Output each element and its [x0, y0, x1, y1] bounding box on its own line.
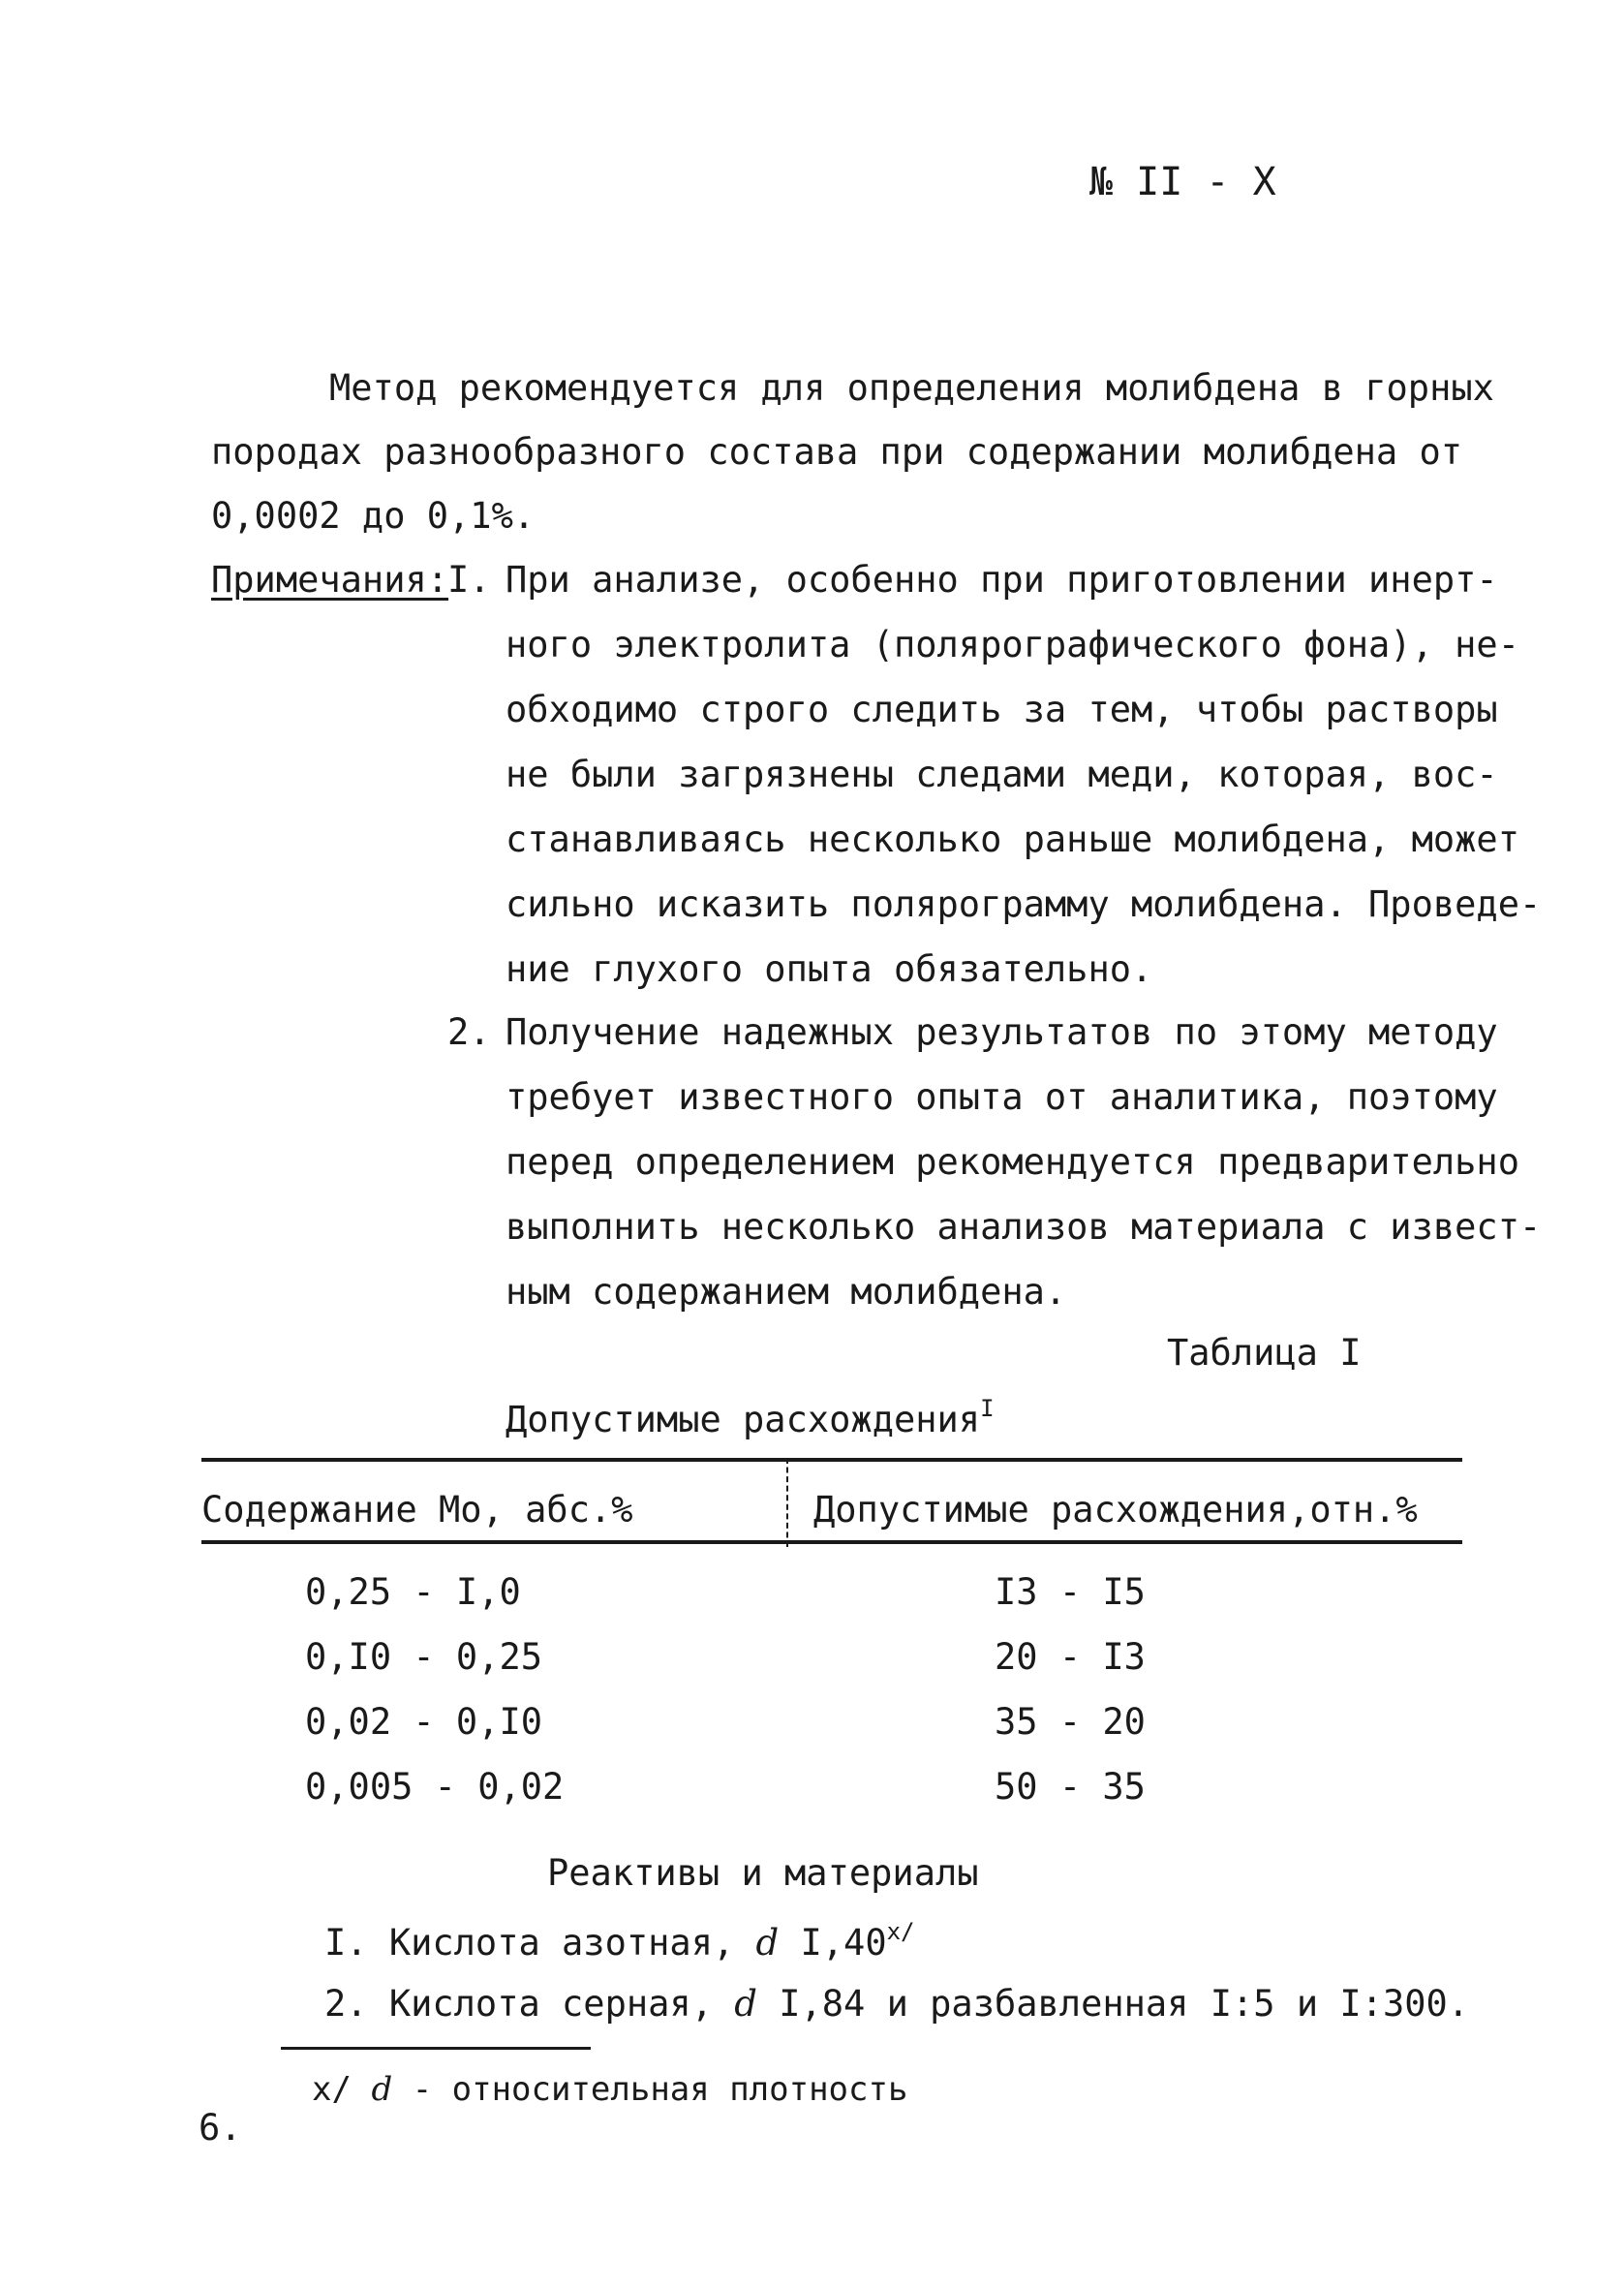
notes-label: Примечания: — [211, 559, 449, 601]
note-1-line-5: станавливаясь несколько раньше молибдена, может — [506, 819, 1519, 860]
table-row-2-tolerance: 20 - I3 — [995, 1636, 1146, 1678]
density-symbol: d — [755, 1922, 780, 1964]
note-2-line-1: Получение надежных результатов по этому методу — [506, 1011, 1498, 1053]
note-1-line-4: не были загрязнены следами меди, которая, вос- — [506, 754, 1498, 795]
table-row-2-content: 0,I0 - 0,25 — [305, 1636, 543, 1678]
reagent-item-1: I. Кислота азотная, d $I,40^{x/}$ — [324, 1918, 915, 1964]
note-1-line-6: сильно исказить полярограмму молибдена. Проведе- — [506, 883, 1542, 925]
footnote-rule — [281, 2047, 591, 2050]
table-row-1-content: 0,25 - I,0 — [305, 1571, 521, 1613]
note-2-line-4: выполнить несколько анализов материала с извест- — [506, 1206, 1542, 1248]
table-row-4-content: 0,005 - 0,02 — [305, 1766, 565, 1808]
note-1-line-2: ного электролита (полярографического фона), не- — [506, 624, 1519, 665]
note-1-line-3: обходимо строго следить за тем, чтобы растворы — [506, 689, 1498, 730]
note-2-line-3: перед определением рекомендуется предварительно — [506, 1141, 1519, 1183]
note-1-number: I. — [447, 559, 491, 601]
table-row-3-tolerance: 35 - 20 — [995, 1701, 1146, 1743]
table-title-footnote-mark: I — [980, 1395, 995, 1422]
table-row-4-tolerance: 50 - 35 — [995, 1766, 1146, 1808]
table-header-tolerance: Допустимые расхождения,отн.% — [813, 1489, 1418, 1531]
footnote: x/ d - относительная плотность — [312, 2070, 908, 2109]
table-row-1-tolerance: I3 - I5 — [995, 1571, 1146, 1613]
reagents-heading: Реактивы и материалы — [547, 1852, 979, 1894]
note-1-line-1: При анализе, особенно при приготовлении инерт- — [506, 559, 1498, 601]
note-2-line-5: ным содержанием молибдена. — [506, 1271, 1067, 1313]
intro-line-2: породах разнообразного состава при содержании молибдена от — [211, 431, 1463, 473]
table-label: Таблица I — [1167, 1332, 1362, 1374]
density-symbol: d — [371, 2070, 393, 2109]
intro-line-1: Метод рекомендуется для определения молибдена в горных — [329, 367, 1494, 409]
page-number: 6. — [199, 2107, 242, 2149]
note-2-number: 2. — [447, 1011, 491, 1053]
table-row-3-content: 0,02 - 0,I0 — [305, 1701, 543, 1743]
reagent-item-2: 2. Кислота серная, d I,84 и разбавленная I:5 и I:300. — [324, 1983, 1470, 2025]
table-title: Допустимые расхождения$^I$ — [506, 1395, 995, 1440]
document-number: № II - X — [1089, 160, 1276, 204]
table-column-divider — [786, 1458, 788, 1547]
table-header-content: Содержание Мо, абс.% — [201, 1489, 633, 1531]
density-symbol: d — [734, 1983, 757, 2025]
footnote-reference: x/ — [886, 1918, 915, 1945]
table-top-rule — [201, 1458, 1462, 1462]
intro-line-3: 0,0002 до 0,1%. — [211, 495, 536, 537]
note-2-line-2: требует известного опыта от аналитика, поэтому — [506, 1076, 1498, 1118]
note-1-line-7: ние глухого опыта обязательно. — [506, 948, 1153, 990]
table-header-rule — [201, 1540, 1462, 1544]
